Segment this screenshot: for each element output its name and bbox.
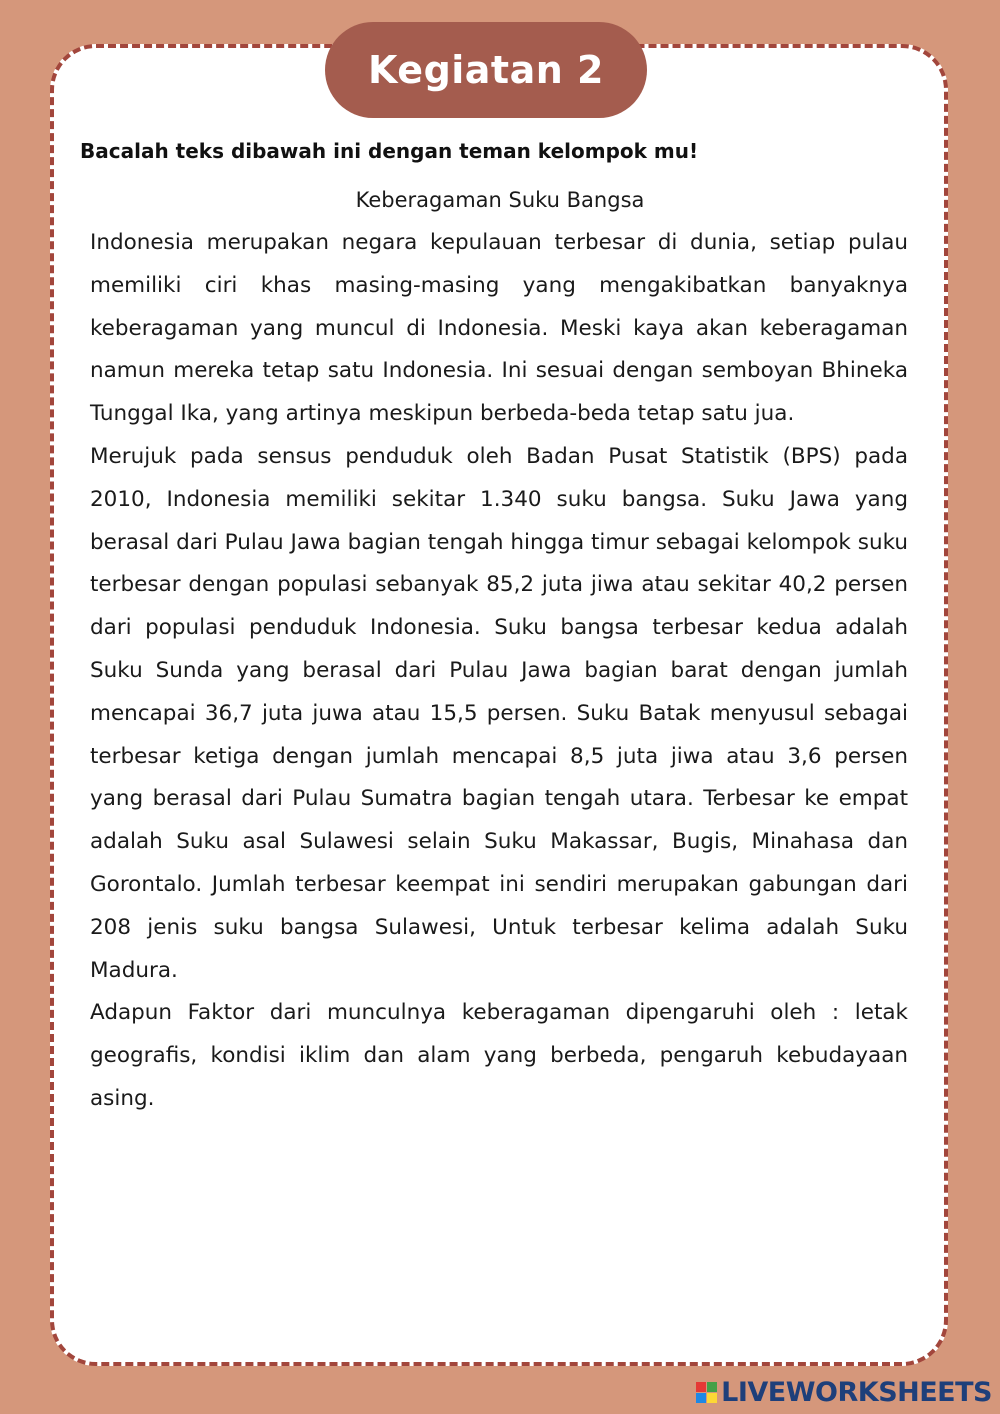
paragraph-factors: Adapun Faktor dari munculnya keberagaman dipengaruhi oleh : letak geografis, kondisi iklim dan alam yang berbeda, pengaruh kebudayaan asing. <box>90 1000 908 1111</box>
article-body <box>90 222 908 1121</box>
paragraph-census: Merujuk pada sensus penduduk oleh Badan Pusat Statistik (BPS) pada 2010, Indonesia memiliki sekitar 1.340 suku bangsa. Suku Jawa yang berasal dari Pulau Jawa bagian tengah hingga timur sebagai kelompok suku terbesar dengan populasi sebanyak 85,2 juta jiwa atau sekitar 40,2 persen dari populasi penduduk Indonesia. Suku bangsa terbesar kedua adalah Suku Sunda yang berasal dari Pulau Jawa bagian barat dengan jumlah mencapai 36,7 juta juwa atau 15,5 persen. Suku Batak menyusul sebagai terbesar ketiga dengan jumlah mencapai 8,5 juta jiwa atau 3,6 persen yang berasal dari Pulau Sumatra bagian tengah utara. Terbesar ke empat adalah Suku asal Sulawesi selain Suku Makassar, Bugis, Minahasa dan Gorontalo. Jumlah terbesar keempat ini sendiri merupakan gabungan dari 208 jenis suku bangsa Sulawesi, Untuk terbesar kelima adalah Suku Madura. <box>90 443 908 983</box>
liveworksheets-logo-icon <box>696 1382 717 1403</box>
paragraph-intro: Indonesia merupakan negara kepulauan terbesar di dunia, setiap pulau memiliki ciri khas masing-masing yang mengakibatkan banyaknya keberagaman yang muncul di Indonesia. Meski kaya akan keberagaman namun mereka tetap satu Indonesia. Ini sesuai dengan semboyan Bhineka Tunggal Ika, yang artinya meskipun berbeda-beda tetap satu jua. <box>90 230 908 427</box>
article-heading: Keberagaman Suku Bangsa <box>355 188 645 212</box>
activity-title-badge <box>325 22 647 118</box>
instruction-text: Bacalah teks dibawah ini dengan teman kelompok mu! <box>80 139 699 163</box>
watermark-text: LIVEWORKSHEETS <box>721 1376 992 1408</box>
liveworksheets-watermark <box>696 1374 992 1410</box>
activity-title: Kegiatan 2 <box>368 48 604 92</box>
